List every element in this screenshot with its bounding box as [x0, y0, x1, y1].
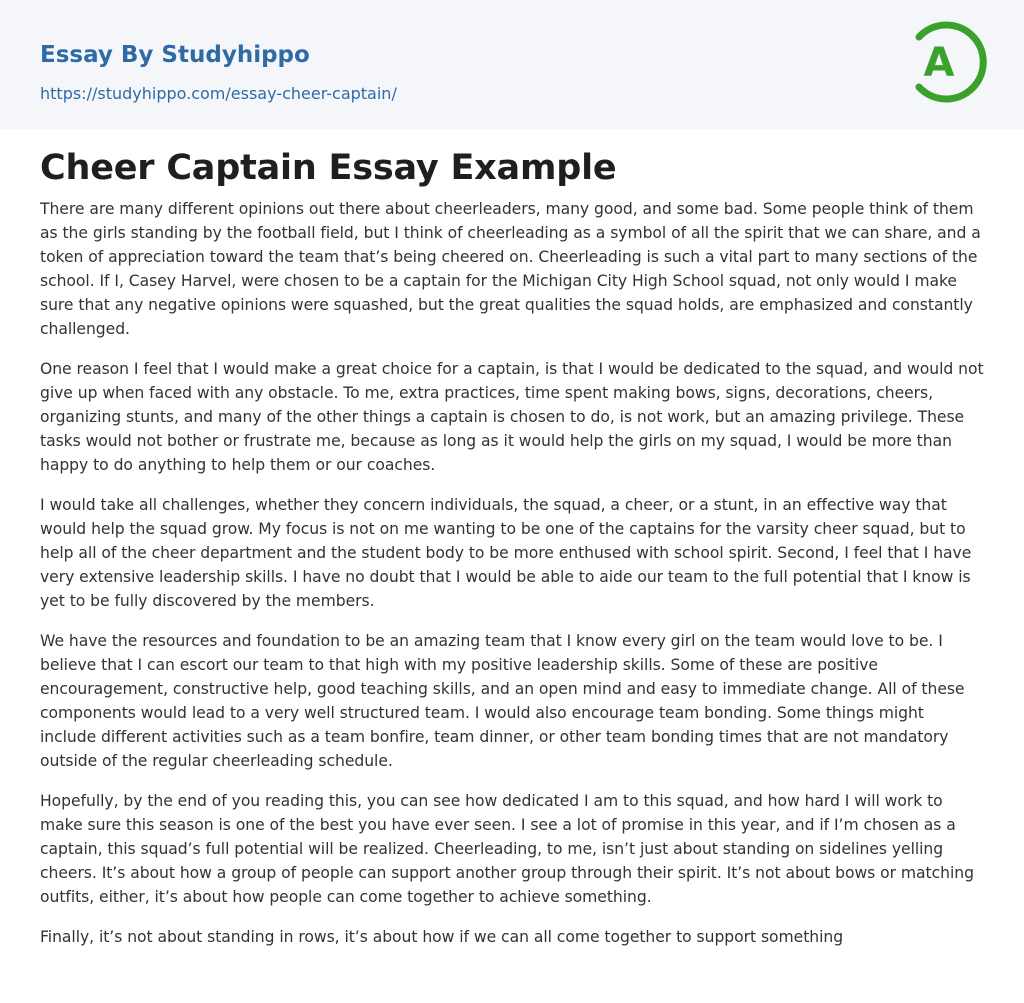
page-title: Cheer Captain Essay Example	[40, 148, 617, 188]
article-paragraph-1: There are many different opinions out there about cheerleaders, many good, and some bad. Some people think of them as the girls standing by the football field, but I think of cheerleading as a symbol of all the spirit that we can share, and a token of appreciation toward the team that’s being cheered on. Cheerleading is such a vital part to many sections of the school. If I, Casey Harvel, were chosen to be a captain for the Michigan City High School squad, not only would I make sure that any negative opinions were squashed, but the great qualities the squad holds, are emphasized and constantly challenged.	[40, 200, 981, 338]
article-paragraph-2: One reason I feel that I would make a great choice for a captain, is that I would be dedicated to the squad, and would not give up when faced with any obstacle. To me, extra practices, time spent making bows, signs, decorations, cheers, organizing stunts, and many of the other things a captain is chosen to do, is not work, but an amazing privilege. These tasks would not bother or frustrate me, because as long as it would help the girls on my squad, I would be more than happy to do anything to help them or our coaches.	[40, 360, 984, 474]
article-content	[40, 129, 984, 965]
source-url-link[interactable]: https://studyhippo.com/essay-cheer-captain/	[40, 84, 397, 103]
article-paragraph-5: Hopefully, by the end of you reading this, you can see how dedicated I am to this squad, and how hard I will work to make sure this season is one of the best you have ever seen. I see a lot of promise in this year, and if I’m chosen as a captain, this squad’s full potential will be realized. Cheerleading, to me, isn’t just about standing on sidelines yelling cheers. It’s about how a group of people can support another group through their spirit. It’s not about bows or matching outfits, either, it’s about how people can come together to achieve something.	[40, 792, 974, 906]
article-paragraph-4: We have the resources and foundation to be an amazing team that I know every girl on the team would love to be. I believe that I can escort our team to that high with my positive leadership skills. Some of these are positive encouragement, constructive help, good teaching skills, and an open mind and easy to immediate change. All of these components would lead to a very well structured team. I would also encourage team bonding. Some things might include different activities such as a team bonfire, team dinner, or other team bonding times that are not mandatory outside of the regular cheerleading schedule.	[40, 632, 965, 770]
page-header	[0, 0, 1024, 129]
article-paragraph-6: Finally, it’s not about standing in rows, it’s about how if we can all come together to support something	[40, 928, 844, 946]
logo-letter: A	[923, 40, 955, 86]
brand-title: Essay By Studyhippo	[40, 42, 310, 68]
studyhippo-logo-icon[interactable]	[908, 17, 990, 107]
logo-svg	[908, 17, 990, 107]
article-paragraph-3: I would take all challenges, whether they concern individuals, the squad, a cheer, or a stunt, in an effective way that would help the squad grow. My focus is not on me wanting to be one of the captains for the varsity cheer squad, but to help all of the cheer department and the student body to be more enthused with school spirit. Second, I feel that I have very extensive leadership skills. I have no doubt that I would be able to aide our team to the full potential that I know is yet to be fully discovered by the members.	[40, 496, 972, 610]
